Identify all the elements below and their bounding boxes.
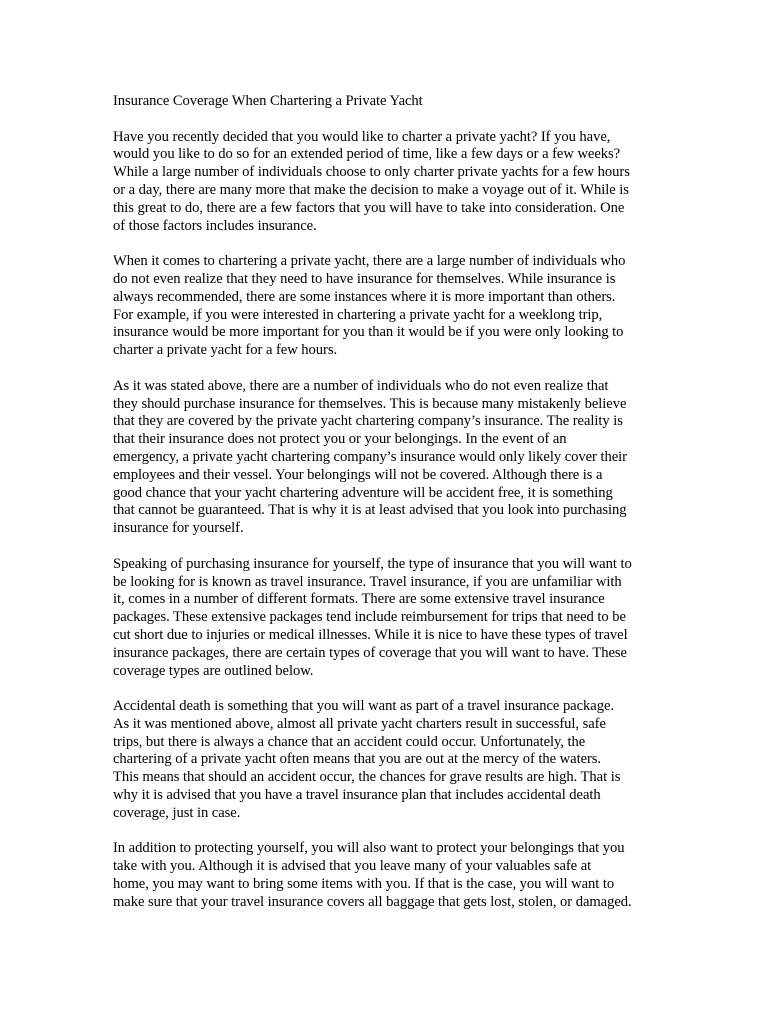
paragraph-1: Have you recently decided that you would like to charter a private yacht? If you have, would you like to do so for an extended period of time, like a few days or a few weeks? While a large number of individuals choose to only charter private yachts for a few hours or a day, there are many more that make the decision to make a voyage out of it. While is this great to do, there are a few factors that you will have to take into consideration. One of those factors includes insurance.: [113, 128, 630, 234]
paragraph-3: As it was stated above, there are a number of individuals who do not even realize that they should purchase insurance for themselves. This is because many mistakenly believe that they are covered by the private yacht chartering company’s insurance. The reality is that their insurance does not protect you or your belongings. In the event of an emergency, a private yacht chartering company’s insurance would only likely cover their employees and their vessel. Your belongings will not be covered. Although there is a good chance that your yacht chartering adventure will be accident free, it is something that cannot be guaranteed. That is why it is at least advised that you look into purchasing insurance for yourself.: [113, 377, 627, 537]
paragraph-2: When it comes to chartering a private yacht, there are a large number of individuals who do not even realize that they need to have insurance for themselves. While insurance is always recommended, there are some instances where it is more important than others. For example, if you were interested in chartering a private yacht for a weeklong trip, insurance would be more important for you than it would be if you were only looking to charter a private yacht for a few hours.: [113, 253, 626, 359]
paragraph-5: Accidental death is something that you will want as part of a travel insurance package. As it was mentioned above, almost all private yacht charters result in successful, safe trips, but there is always a chance that an accident could occur. Unfortunately, the chartering of a private yacht often means that you are out at the mercy of the waters. This means that should an accident occur, the chances for grave results are high. That is why it is advised that you have a travel insurance plan that includes accidental death coverage, just in case.: [113, 698, 621, 821]
paragraph-6: In addition to protecting yourself, you will also want to protect your belongings that you take with you. Although it is advised that you leave many of your valuables safe at home, you may want to bring some items with you. If that is the case, you will want to make sure that your travel insurance covers all baggage that gets lost, stolen, or damaged.: [113, 840, 632, 910]
document-title: Insurance Coverage When Chartering a Private Yacht: [113, 93, 423, 109]
document-body: [113, 93, 665, 929]
paragraph-4: Speaking of purchasing insurance for yourself, the type of insurance that you will want to be looking for is known as travel insurance. Travel insurance, if you are unfamiliar with it, comes in a number of different formats. There are some extensive travel insurance packages. These extensive packages tend include reimbursement for trips that need to be cut short due to injuries or medical illnesses. While it is nice to have these types of travel insurance packages, there are certain types of coverage that you will want to have. These coverage types are outlined below.: [113, 555, 632, 679]
